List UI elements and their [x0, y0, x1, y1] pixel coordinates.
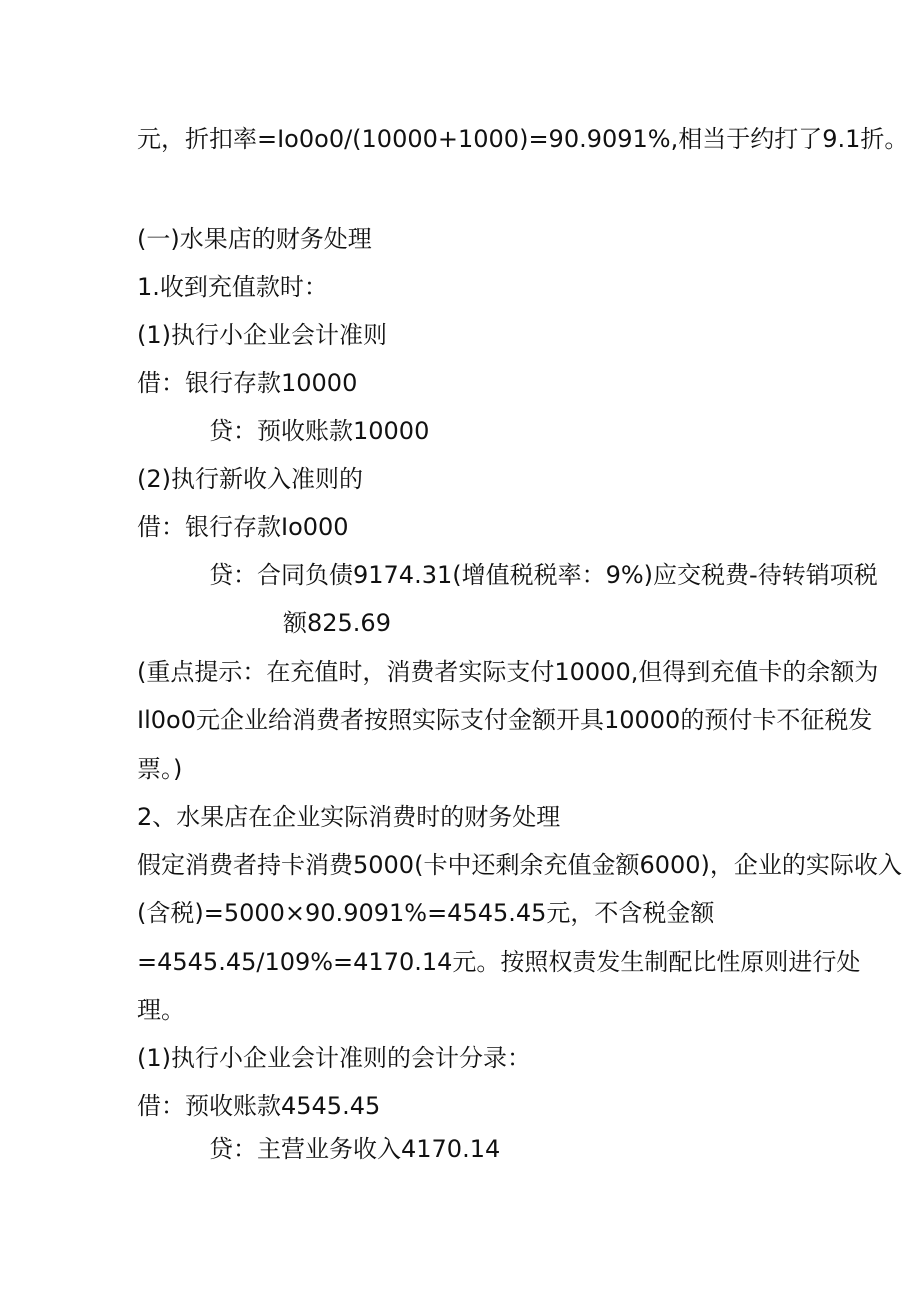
- paragraph-consumption-line2: (含税)=5000×90.9091%=4545.45元，不含税金额: [137, 899, 715, 927]
- item-small-enterprise-entries: (1)执行小企业会计准则的会计分录：: [137, 1044, 531, 1072]
- paragraph-consumption-line3: =4545.45/109%=4170.14元。按照权责发生制配比性原则进行处: [137, 948, 861, 976]
- note-key-hint-line3: 票。): [137, 755, 183, 783]
- entry-credit-advance-receipt: 贷：预收账款10000: [209, 417, 430, 445]
- note-key-hint-line1: (重点提示：在充值时，消费者实际支付10000,但得到充值卡的余额为: [137, 658, 879, 686]
- paragraph-consumption-line4: 理。: [137, 996, 185, 1024]
- entry-credit-main-revenue: 贷：主营业务收入4170.14: [209, 1135, 501, 1163]
- item-small-enterprise-standard: (1)执行小企业会计准则: [137, 321, 387, 349]
- subheading-receive-recharge: 1.收到充值款时：: [137, 273, 328, 301]
- entry-debit-bank-deposit-2: 借：银行存款Io000: [137, 513, 349, 541]
- entry-credit-contract-liability: 贷：合同负债9174.31(增值税税率：9%)应交税费-待转销项税: [209, 561, 878, 589]
- paragraph-consumption-line1: 假定消费者持卡消费5000(卡中还剩余充值金额6000)，企业的实际收入: [137, 851, 902, 879]
- item-new-revenue-standard: (2)执行新收入准则的: [137, 465, 363, 493]
- note-key-hint-line2: Il0o0元企业给消费者按照实际支付金额开具10000的预付卡不征税发: [137, 706, 873, 734]
- entry-debit-bank-deposit: 借：银行存款10000: [137, 369, 358, 397]
- entry-debit-advance-receipt: 借：预收账款4545.45: [137, 1092, 381, 1120]
- text-line-discount-rate: 元，折扣率=Io0o0/(10000+1000)=90.9091%,相当于约打了9.1折。: [137, 125, 909, 153]
- section-heading-fruit-store: (一)水果店的财务处理: [137, 225, 372, 253]
- subheading-actual-consumption: 2、水果店在企业实际消费时的财务处理: [137, 803, 561, 831]
- entry-credit-tax-amount: 额825.69: [283, 609, 391, 637]
